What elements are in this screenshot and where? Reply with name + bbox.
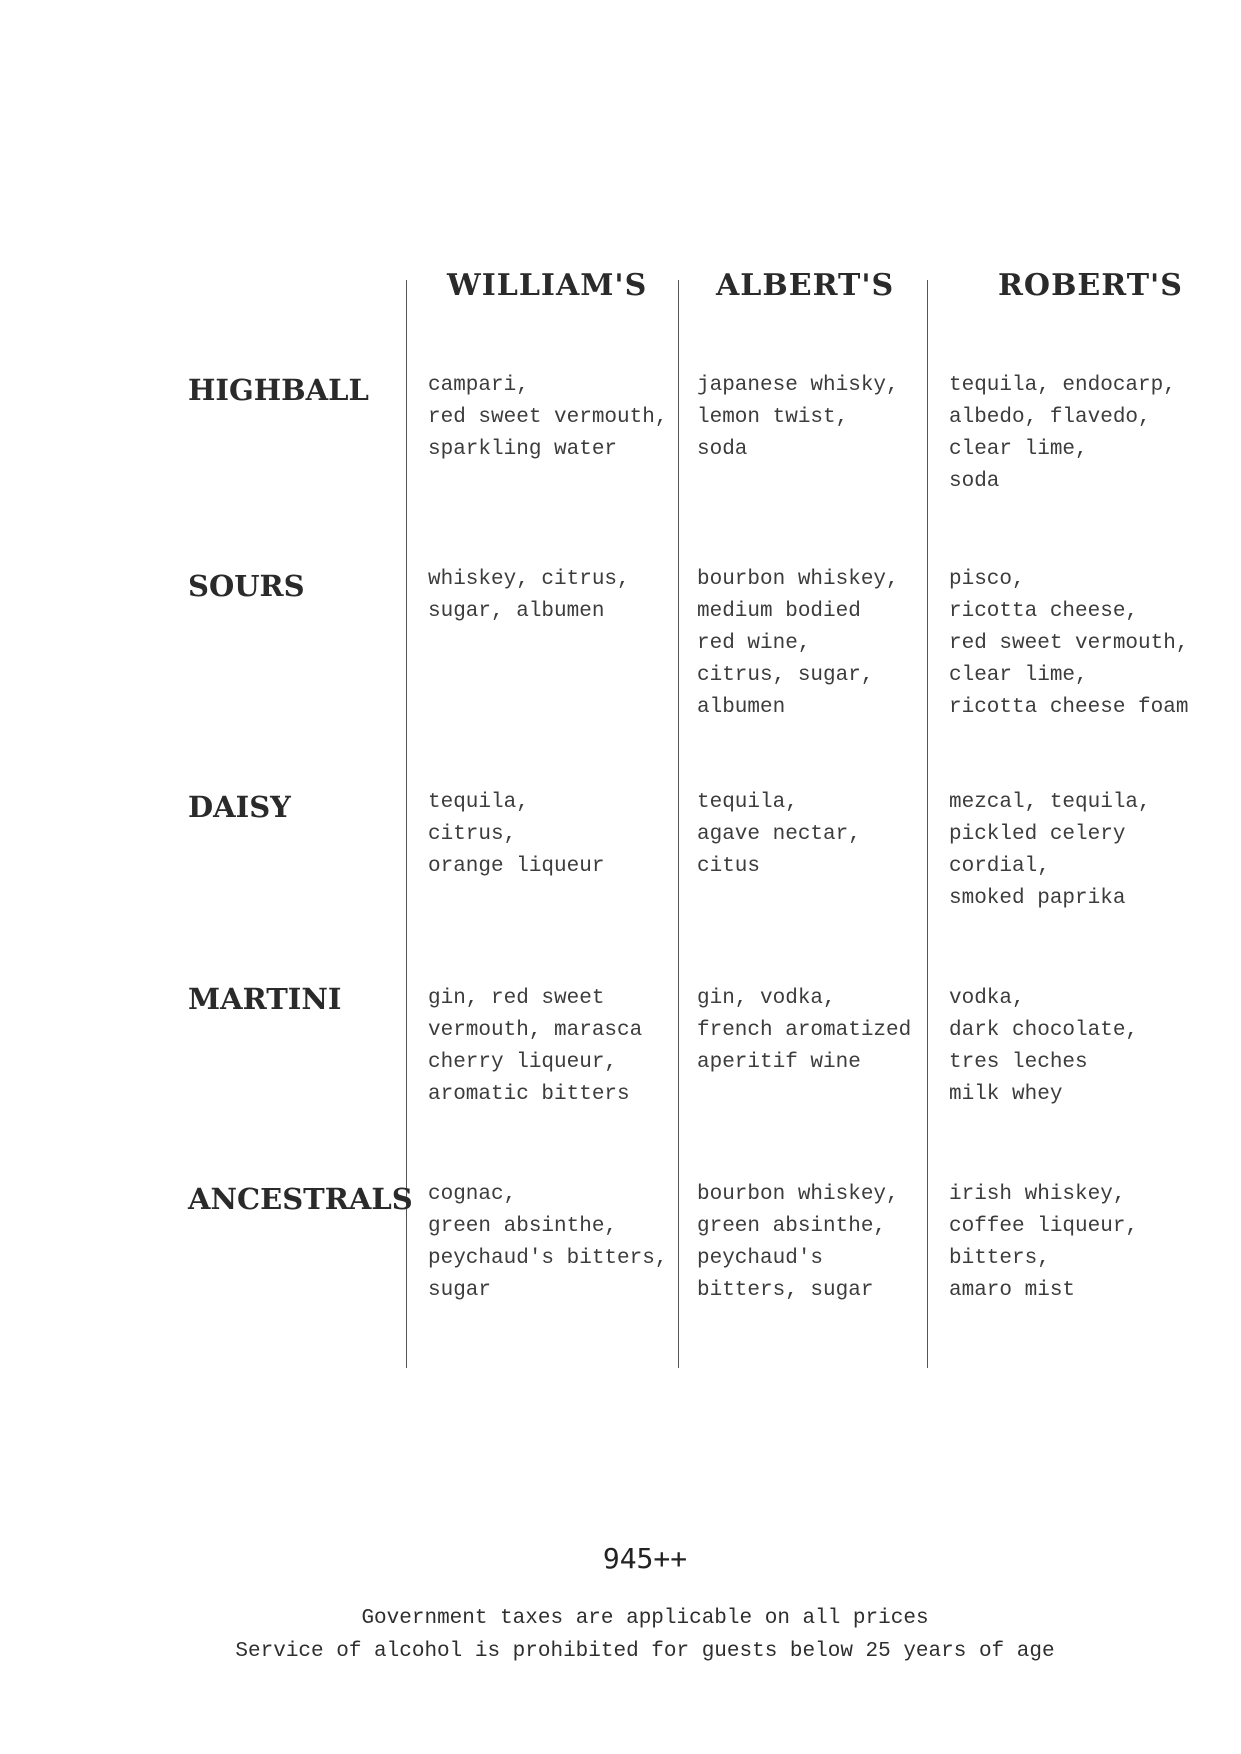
ingredient-line: amaro mist <box>949 1279 1076 1302</box>
cell-ancestrals-alberts <box>697 1179 899 1307</box>
cell-sours-williams <box>428 564 630 628</box>
row-header-ancestrals: ANCESTRALS <box>188 1182 413 1216</box>
cell-martini-alberts <box>697 983 911 1079</box>
ingredient-line: citus <box>697 855 761 878</box>
footer-age-note: Service of alcohol is prohibited for guests below 25 years of age <box>235 1640 1055 1663</box>
ingredient-line: tequila, <box>697 791 798 814</box>
row-header-highball: HIGHBALL <box>188 373 369 407</box>
ingredient-line: bitters, sugar <box>697 1279 874 1302</box>
ingredient-line: tequila, <box>428 791 529 814</box>
column-divider <box>927 280 928 1368</box>
footer-tax-note: Government taxes are applicable on all prices <box>361 1607 929 1630</box>
ingredient-line: sparkling water <box>428 438 618 461</box>
ingredient-line: sugar, albumen <box>428 600 605 623</box>
cell-highball-williams <box>428 370 667 466</box>
ingredient-line: agave nectar, <box>697 823 861 846</box>
ingredient-line: gin, vodka, <box>697 987 836 1010</box>
cell-ancestrals-roberts <box>949 1179 1138 1307</box>
ingredient-line: coffee liqueur, <box>949 1215 1139 1238</box>
ingredient-line: tequila, endocarp, <box>949 374 1176 397</box>
ingredient-line: red sweet vermouth, <box>428 406 668 429</box>
ingredient-line: ricotta cheese foam <box>949 696 1189 719</box>
cell-sours-alberts <box>697 564 899 724</box>
row-header-martini: MARTINI <box>188 982 342 1016</box>
ingredient-line: clear lime, <box>949 664 1088 687</box>
cell-martini-roberts <box>949 983 1138 1111</box>
ingredient-line: cognac, <box>428 1183 517 1206</box>
column-divider <box>678 280 679 1368</box>
ingredient-line: pickled celery <box>949 823 1126 846</box>
ingredient-line: albedo, flavedo, <box>949 406 1151 429</box>
cell-highball-alberts <box>697 370 899 466</box>
ingredient-line: soda <box>697 438 748 461</box>
column-header-williams: WILLIAM'S <box>447 268 648 303</box>
ingredient-line: soda <box>949 470 1000 493</box>
ingredient-line: peychaud's bitters, <box>428 1247 668 1270</box>
ingredient-line: red sweet vermouth, <box>949 632 1189 655</box>
cell-highball-roberts <box>949 370 1176 498</box>
ingredient-line: albumen <box>697 696 786 719</box>
ingredient-line: mezcal, tequila, <box>949 791 1151 814</box>
cell-ancestrals-williams <box>428 1179 667 1307</box>
ingredient-line: green absinthe, <box>428 1215 618 1238</box>
row-header-sours: SOURS <box>188 569 305 603</box>
ingredient-line: citrus, sugar, <box>697 664 874 687</box>
ingredient-line: tres leches <box>949 1051 1088 1074</box>
ingredient-line: smoked paprika <box>949 887 1126 910</box>
ingredient-line: peychaud's <box>697 1247 824 1270</box>
ingredient-line: ricotta cheese, <box>949 600 1139 623</box>
ingredient-line: dark chocolate, <box>949 1019 1139 1042</box>
column-header-roberts: ROBERT'S <box>998 268 1183 303</box>
cell-daisy-williams <box>428 787 604 883</box>
ingredient-line: medium bodied <box>697 600 861 623</box>
ingredient-line: bourbon whiskey, <box>697 568 899 591</box>
ingredient-line: campari, <box>428 374 529 397</box>
ingredient-line: pisco, <box>949 568 1025 591</box>
cell-sours-roberts <box>949 564 1188 724</box>
ingredient-line: irish whiskey, <box>949 1183 1126 1206</box>
ingredient-line: sugar <box>428 1279 492 1302</box>
ingredient-line: red wine, <box>697 632 811 655</box>
cell-daisy-roberts <box>949 787 1151 915</box>
ingredient-line: orange liqueur <box>428 855 605 878</box>
ingredient-line: french aromatized <box>697 1019 912 1042</box>
ingredient-line: vodka, <box>949 987 1025 1010</box>
ingredient-line: whiskey, citrus, <box>428 568 630 591</box>
ingredient-line: citrus, <box>428 823 517 846</box>
ingredient-line: cordial, <box>949 855 1050 878</box>
ingredient-line: aromatic bitters <box>428 1083 630 1106</box>
ingredient-line: bitters, <box>949 1247 1050 1270</box>
ingredient-line: bourbon whiskey, <box>697 1183 899 1206</box>
row-header-daisy: DAISY <box>188 790 291 824</box>
ingredient-line: milk whey <box>949 1083 1063 1106</box>
ingredient-line: green absinthe, <box>697 1215 887 1238</box>
ingredient-line: japanese whisky, <box>697 374 899 397</box>
cell-daisy-alberts <box>697 787 861 883</box>
ingredient-line: gin, red sweet <box>428 987 605 1010</box>
ingredient-line: vermouth, marasca <box>428 1019 643 1042</box>
column-header-alberts: ALBERT'S <box>716 268 895 303</box>
ingredient-line: clear lime, <box>949 438 1088 461</box>
ingredient-line: lemon twist, <box>697 406 849 429</box>
ingredient-line: cherry liqueur, <box>428 1051 618 1074</box>
cell-martini-williams <box>428 983 642 1111</box>
ingredient-line: aperitif wine <box>697 1051 861 1074</box>
price: 945++ <box>602 1542 688 1575</box>
